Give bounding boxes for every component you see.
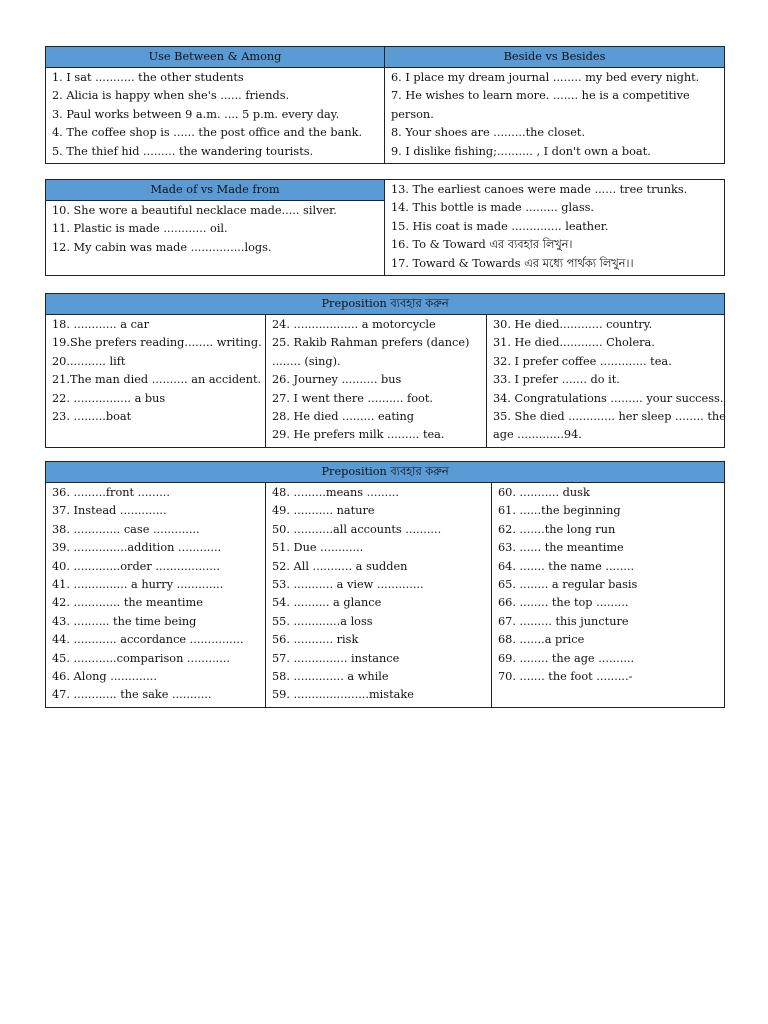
question-35-continued: age .............94. [493,428,582,442]
question-70: 70. ....... the foot .........- [498,670,633,684]
question-51: 51. Due ............ [272,541,364,555]
question-63: 63. ...... the meantime [498,541,624,555]
question-61: 61. ......the beginning [498,504,621,518]
question-21: 21.The man died .......... an accident. [52,373,262,387]
question-38: 38. ............. case ............. [52,522,200,536]
question-33: 33. I prefer ....... do it. [493,373,620,387]
question-9: 9. I dislike fishing;.......... , I don't own a boat. [391,144,651,158]
preposition-table-1 [45,293,725,448]
question-8: 8. Your shoes are .........the closet. [391,126,586,140]
question-56: 56. ........... risk [272,633,359,647]
beside-besides-header: Beside vs Besides [385,47,725,68]
question-3: 3. Paul works between 9 a.m. .... 5 p.m. every day. [52,107,340,121]
question-47: 47. ............ the sake ........... [52,688,212,702]
question-17: 17. Toward & Towards এর মধ্যে পার্থক্য লিখুন।। [391,256,634,270]
preposition-col-2 [266,315,487,448]
question-5: 5. The thief hid ......... the wandering tourists. [52,144,314,158]
question-14: 14. This bottle is made ......... glass. [391,201,595,215]
question-27: 27. I went there .......... foot. [272,391,433,405]
question-52: 52. All ........... a sudden [272,559,408,573]
question-46: 46. Along ............. [52,670,157,684]
question-16: 16. To & Toward এর ব্যবহার লিখুন। [391,238,573,252]
question-58: 58. .............. a while [272,670,389,684]
beside-besides-questions [385,68,725,164]
question-36: 36. .........front ......... [52,486,170,499]
question-39: 39. ...............addition ............ [52,541,222,555]
question-37: 37. Instead ............. [52,504,167,518]
question-43: 43. .......... the time being [52,614,197,628]
question-26: 26. Journey .......... bus [272,373,402,387]
question-67: 67. ......... this juncture [498,614,629,628]
between-among-beside-table [45,46,725,164]
made-of-from-right-questions [385,180,725,276]
question-44: 44. ............ accordance ............... [52,633,244,647]
question-69: 69. ........ the age .......... [498,651,635,665]
preposition-col-4 [46,483,266,708]
question-35: 35. She died ............. her sleep ........ the [493,410,726,424]
question-57: 57. ............... instance [272,651,400,665]
preposition-col-3 [487,315,725,448]
question-20: 20........... lift [52,354,126,368]
made-of-from-left-questions [46,201,385,276]
question-6: 6. I place my dream journal ........ my bed every night. [391,71,700,84]
question-2: 2. Alicia is happy when she's ...... friends. [52,89,290,103]
question-68: 68. .......a price [498,633,585,647]
question-23: 23. .........boat [52,410,132,424]
question-24: 24. .................. a motorcycle [272,318,436,331]
preposition-col-5 [266,483,492,708]
question-55: 55. .............a loss [272,614,373,628]
question-4: 4. The coffee shop is ...... the post office and the bank. [52,126,363,140]
question-48: 48. .........means ......... [272,486,399,499]
preposition-header-1: Preposition ব্যবহার করুন [46,294,725,315]
question-59: 59. .....................mistake [272,688,414,702]
between-among-header: Use Between & Among [46,47,385,68]
between-among-questions [46,68,385,164]
question-25-continued: ........ (sing). [272,354,341,368]
question-66: 66. ........ the top ......... [498,596,629,610]
question-13: 13. The earliest canoes were made ...... tree trunks. [391,183,688,196]
preposition-col-6 [492,483,725,708]
question-22: 22. ................ a bus [52,391,166,405]
question-7: 7. He wishes to learn more. ....... he is a competitive person. [391,89,690,121]
question-54: 54. .......... a glance [272,596,382,610]
question-18: 18. ............ a car [52,318,150,331]
question-42: 42. ............. the meantime [52,596,203,610]
made-of-from-header: Made of vs Made from [46,180,385,201]
question-34: 34. Congratulations ......... your success. [493,391,724,405]
question-31: 31. He died............ Cholera. [493,336,655,350]
preposition-header-2: Preposition ব্যবহার করুন [46,462,725,483]
question-15: 15. His coat is made .............. leather. [391,219,609,233]
question-49: 49. ........... nature [272,504,375,518]
question-12: 12. My cabin was made ...............logs. [52,240,272,254]
question-45: 45. ............comparison ............ [52,651,231,665]
question-60: 60. ........... dusk [498,486,590,499]
question-50: 50. ...........all accounts .......... [272,522,442,536]
question-62: 62. .......the long run [498,522,616,536]
question-41: 41. ............... a hurry ............. [52,578,224,592]
question-1: 1. I sat ........... the other students [52,71,244,84]
question-64: 64. ....... the name ........ [498,559,635,573]
question-28: 28. He died ......... eating [272,410,415,424]
question-19: 19.She prefers reading........ writing. [52,336,262,350]
question-40: 40. .............order .................. [52,559,220,573]
made-of-from-table [45,179,725,276]
question-10: 10. She wore a beautiful necklace made..... silver. [52,204,337,217]
question-65: 65. ........ a regular basis [498,578,638,592]
preposition-table-2 [45,461,725,708]
question-25: 25. Rakib Rahman prefers (dance) [272,336,470,350]
question-53: 53. ........... a view ............. [272,578,424,592]
question-30: 30. He died............ country. [493,318,653,331]
question-32: 32. I prefer coffee ............. tea. [493,354,672,368]
preposition-col-1 [46,315,266,448]
question-11: 11. Plastic is made ............ oil. [52,222,228,236]
question-29: 29. He prefers milk ......... tea. [272,428,445,442]
